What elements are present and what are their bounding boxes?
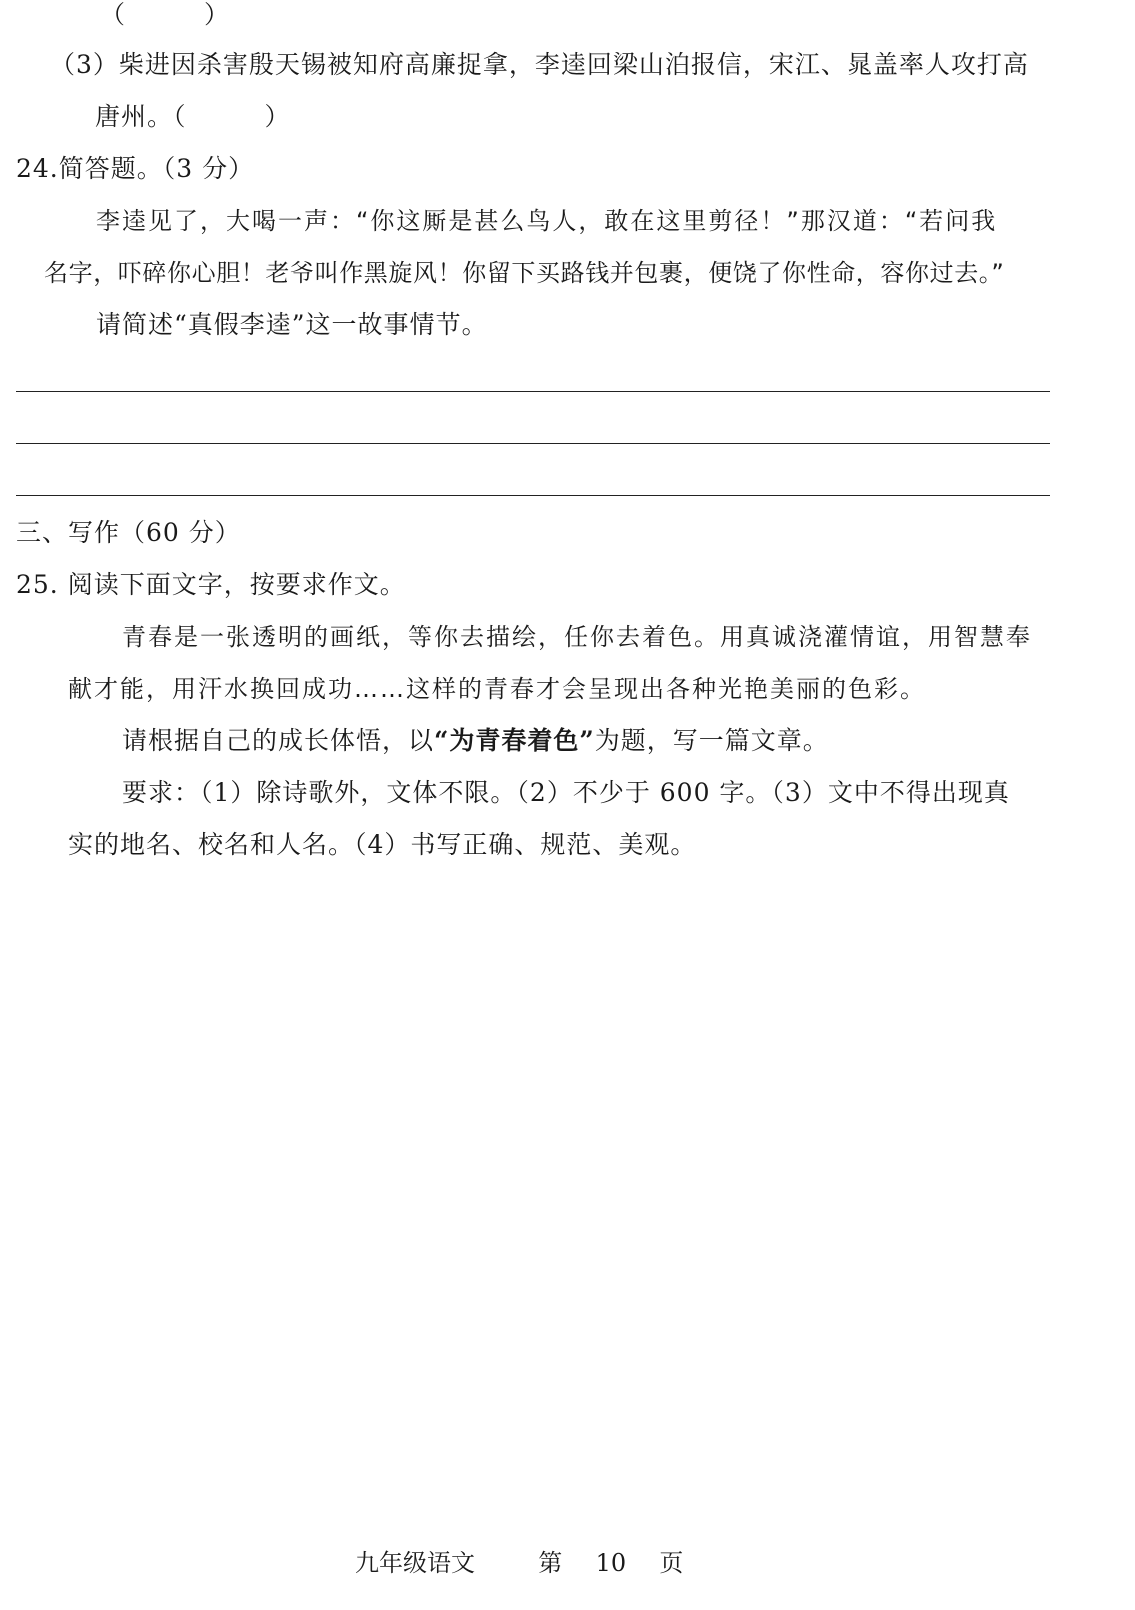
q24-answer-line-3[interactable]: [16, 495, 1050, 496]
page-footer: [355, 1548, 683, 1578]
q23-item3-line1: （3）柴进因杀害殷天锡被知府高廉捉拿，李逵回梁山泊报信，宋江、晁盖率人攻打高: [50, 50, 1029, 79]
footer-page-number: 10: [595, 1549, 627, 1577]
q25-heading: 25. 阅读下面文字，按要求作文。: [16, 570, 406, 599]
footer-page-suffix: 页: [659, 1549, 684, 1577]
section3-heading: 三、写作（60 分）: [16, 518, 241, 547]
q23-item2-answer-blank: （ ）: [100, 0, 231, 29]
q24-answer-line-2[interactable]: [16, 443, 1050, 444]
q25-requirements-line1: 要求：（1）除诗歌外，文体不限。（2）不少于 600 字。（3）文中不得出现真: [122, 778, 1010, 807]
q24-quote-line2: 名字，吓碎你心胆！老爷叫作黑旋风！你留下买路钱并包裹，便饶了你性命，容你过去。”: [44, 259, 1005, 287]
q25-material-line1: 青春是一张透明的画纸，等你去描绘，任你去着色。用真诚浇灌情谊，用智慧奉: [122, 623, 1032, 651]
q24-answer-line-1[interactable]: [16, 391, 1050, 392]
footer-page-prefix: 第: [538, 1549, 563, 1577]
footer-subject: 九年级语文: [355, 1549, 475, 1577]
q25-task-title: “为青春着色”: [434, 726, 595, 755]
q25-task-prefix: 请根据自己的成长体悟，以: [122, 726, 435, 755]
q24-quote-line1: 李逵见了，大喝一声：“你这厮是甚么鸟人，敢在这里剪径！”那汉道：“若问我: [96, 207, 998, 235]
q25-task: [122, 726, 829, 756]
q25-task-suffix: 为题，写一篇文章。: [594, 726, 829, 755]
q25-material-line2: 献才能，用汗水换回成功……这样的青春才会呈现出各种光艳美丽的色彩。: [68, 675, 926, 703]
q24-prompt: 请简述“真假李逵”这一故事情节。: [96, 310, 488, 339]
q25-requirements-line2: 实的地名、校名和人名。（4）书写正确、规范、美观。: [68, 830, 697, 859]
q23-item3-line2: 唐州。（ ）: [95, 102, 291, 131]
q24-heading: 24.简答题。（3 分）: [16, 154, 255, 183]
